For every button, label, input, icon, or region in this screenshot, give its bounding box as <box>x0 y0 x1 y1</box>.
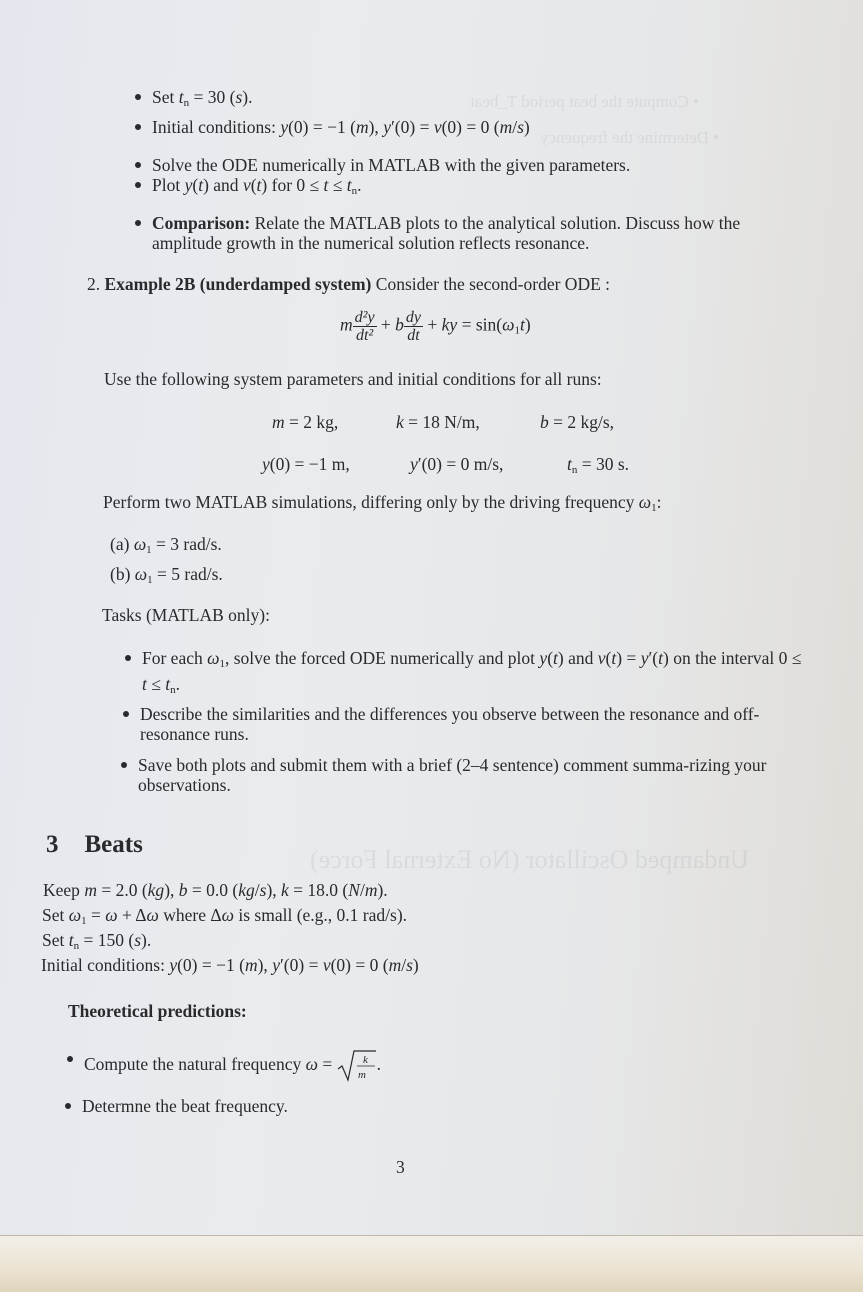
task-describe <box>140 704 808 744</box>
case-label: (b) <box>110 564 131 584</box>
param-k: k = 18 N/m, <box>396 412 480 432</box>
param-v0: y′(0) = 0 m/s, <box>410 454 504 474</box>
item-number: 2. <box>87 274 101 294</box>
bullet-comparison: Comparison: Relate the MATLAB plots to the analytical solution. Discuss how the amplitude growth in the numerical solution reflects resonance. <box>152 213 807 253</box>
simulations-intro: Perform two MATLAB simulations, differing only by the driving frequency $\omega_1$: <box>103 492 662 514</box>
param-y0: y(0) = −1 m, <box>262 454 350 474</box>
prediction-beat-frequency <box>82 1096 288 1116</box>
param-m: m = 2 kg, <box>272 412 339 432</box>
bullet-initial-conditions: Initial conditions: y(0) = −1 (m), y′(0) = v(0) = 0 (m/s) <box>152 117 530 137</box>
beats-line-keep: Keep m = 2.0 (kg), b = 0.0 (kg/s), k = 18.0 (N/m). <box>43 880 388 900</box>
prediction-text: Determne the beat frequency. <box>82 1096 288 1116</box>
section-3-heading <box>46 831 143 859</box>
tasks-heading: Tasks (MATLAB only): <box>102 605 270 625</box>
bleed-through-text: • Compute the beat period T_beat <box>470 92 699 111</box>
section-number: 3 <box>46 831 59 858</box>
bleed-through-text: • Determine the frequency <box>540 128 720 147</box>
beats-line-omega: Set $\omega_1 = \omega + \Delta\omega$ where Δω is small (e.g., 0.1 rad/s). <box>42 905 408 927</box>
task-save-submit: Save both plots and submit them with a brief (2–4 sentence) comment summa-rizing your observations. <box>138 755 808 795</box>
task-solve-plot: For each $\omega_1$, solve the forced ODE numerically and plot y(t) and v(t) = y′(t) on the interval $0 \le t \le t_n$. <box>142 648 807 700</box>
predictions-heading <box>68 1001 247 1021</box>
case-b: (b) $\omega_1 = 5$ rad/s. <box>110 564 223 586</box>
task-text: Describe the similarities and the differences you observe between the resonance and off-resonance runs. <box>140 704 760 744</box>
bullet-set-tn: Set $t_n = 30$ (s). <box>152 87 252 113</box>
predictions-heading-text: Theoretical predictions: <box>68 1001 247 1021</box>
example-intro: Consider the second-order ODE : <box>375 274 611 294</box>
case-a: (a) $\omega_1 = 3$ rad/s. <box>110 534 222 556</box>
bleed-through-text: Undamped Oscillator (No External Force) <box>310 845 749 874</box>
beats-line-tn: Set $t_n = 150$ (s). <box>42 930 152 952</box>
prediction-natural-frequency: Compute the natural frequency ω = k m . <box>84 1049 381 1083</box>
underlying-pages-edge <box>0 1235 863 1292</box>
bullet-plot: Plot y(t) and v(t) for $0 \le t \le t_n$. <box>152 175 362 201</box>
page-number: 3 <box>396 1157 405 1177</box>
example-2b-heading <box>87 274 610 294</box>
params-intro: Use the following system parameters and initial conditions for all runs: <box>104 369 602 389</box>
param-b: b = 2 kg/s, <box>540 412 615 432</box>
section-title: Beats <box>84 831 143 858</box>
ode-equation: m $\frac{\text{d²y}}{\text{dt²}}$ + b $\frac{dy}{dt}$ + ky = $\sin(\omega_1t)$ <box>340 309 531 344</box>
beats-line-initial: Initial conditions: y(0) = −1 (m), y′(0) = v(0) = 0 (m/s) <box>41 955 419 975</box>
bullet-solve-ode <box>152 155 630 175</box>
sqrt-symbol <box>337 1049 377 1083</box>
svg-text:m: m <box>357 1069 366 1081</box>
case-label: (a) <box>110 534 130 554</box>
bullet-text: Solve the ODE numerically in MATLAB with the given parameters. <box>152 155 631 175</box>
example-title: Example 2B (underdamped system) <box>104 274 372 294</box>
param-tn: $t_n = 30$ s. <box>567 454 630 476</box>
svg-text:k: k <box>362 1054 368 1066</box>
